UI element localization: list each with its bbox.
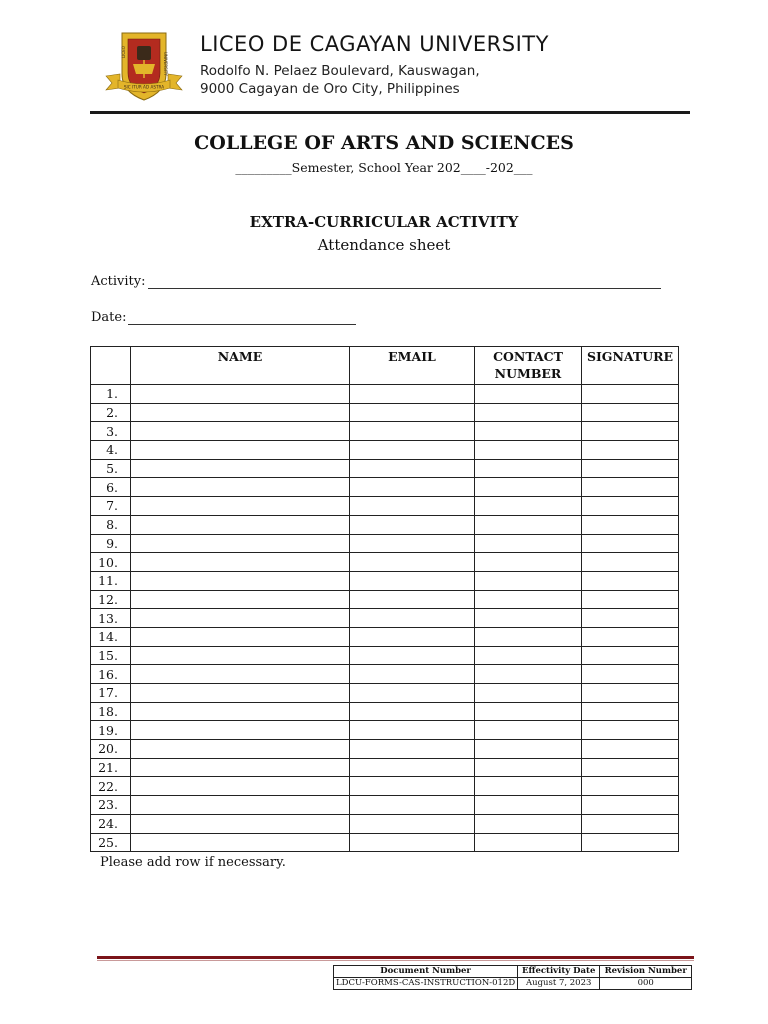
header-divider	[90, 111, 690, 114]
col-header-contact-number: CONTACT NUMBER	[475, 347, 582, 385]
table-row	[91, 646, 679, 665]
signature-cell[interactable]	[582, 777, 679, 796]
row-number: 8.	[91, 515, 131, 534]
row-number: 5.	[91, 459, 131, 478]
email-cell[interactable]	[350, 740, 475, 759]
contact-number-cell[interactable]	[475, 571, 582, 590]
footer-divider	[97, 956, 694, 959]
contact-number-cell[interactable]	[475, 646, 582, 665]
university-seal-logo	[104, 30, 184, 102]
contact-number-cell[interactable]	[475, 515, 582, 534]
svg-text:UNIVERSITY: UNIVERSITY	[163, 52, 168, 76]
email-cell[interactable]	[350, 515, 475, 534]
table-row	[91, 665, 679, 684]
table-row	[91, 385, 679, 404]
email-cell[interactable]	[350, 814, 475, 833]
signature-cell[interactable]	[582, 403, 679, 422]
name-cell[interactable]	[131, 814, 350, 833]
signature-cell[interactable]	[582, 497, 679, 516]
activity-blank-line[interactable]	[148, 288, 661, 289]
col-header-signature: SIGNATURE	[582, 347, 679, 385]
row-number: 13.	[91, 609, 131, 628]
name-cell[interactable]	[131, 833, 350, 852]
email-cell[interactable]	[350, 403, 475, 422]
col-header-email: EMAIL	[350, 347, 475, 385]
document-info-header-row	[334, 966, 692, 978]
signature-cell[interactable]	[582, 721, 679, 740]
table-row	[91, 627, 679, 646]
signature-cell[interactable]	[582, 553, 679, 572]
university-address-line2: 9000 Cagayan de Oro City, Philippines	[200, 81, 460, 97]
signature-cell[interactable]	[582, 571, 679, 590]
row-number: 10.	[91, 553, 131, 572]
signature-cell[interactable]	[582, 740, 679, 759]
name-cell[interactable]	[131, 758, 350, 777]
name-cell[interactable]	[131, 646, 350, 665]
revision-number-value: 000	[600, 978, 692, 990]
section-title: EXTRA-CURRICULAR ACTIVITY	[249, 213, 519, 231]
table-row	[91, 777, 679, 796]
table-row	[91, 441, 679, 460]
contact-number-cell[interactable]	[475, 609, 582, 628]
table-row	[91, 515, 679, 534]
table-row	[91, 796, 679, 815]
email-cell[interactable]	[350, 758, 475, 777]
signature-cell[interactable]	[582, 627, 679, 646]
name-cell[interactable]	[131, 665, 350, 684]
name-cell[interactable]	[131, 441, 350, 460]
row-number: 12.	[91, 590, 131, 609]
document-number-value: LDCU-FORMS-CAS-INSTRUCTION-012D	[334, 978, 518, 990]
activity-label: Activity:	[91, 274, 146, 289]
row-number: 19.	[91, 721, 131, 740]
name-cell[interactable]	[131, 497, 350, 516]
college-title: COLLEGE OF ARTS AND SCIENCES	[194, 132, 574, 154]
signature-cell[interactable]	[582, 665, 679, 684]
contact-number-cell[interactable]	[475, 814, 582, 833]
row-number: 1.	[91, 385, 131, 404]
col-header-name: NAME	[131, 347, 350, 385]
contact-number-cell[interactable]	[475, 740, 582, 759]
signature-cell[interactable]	[582, 534, 679, 553]
effectivity-date-header: Effectivity Date	[518, 966, 600, 978]
signature-cell[interactable]	[582, 459, 679, 478]
name-cell[interactable]	[131, 422, 350, 441]
row-number: 3.	[91, 422, 131, 441]
contact-number-cell[interactable]	[475, 684, 582, 703]
table-row	[91, 740, 679, 759]
email-cell[interactable]	[350, 833, 475, 852]
name-cell[interactable]	[131, 590, 350, 609]
table-row	[91, 758, 679, 777]
email-cell[interactable]	[350, 684, 475, 703]
contact-number-cell[interactable]	[475, 833, 582, 852]
contact-number-cell[interactable]	[475, 796, 582, 815]
contact-number-cell[interactable]	[475, 403, 582, 422]
email-cell[interactable]	[350, 590, 475, 609]
row-number: 24.	[91, 814, 131, 833]
section-subtitle: Attendance sheet	[317, 236, 451, 254]
email-cell[interactable]	[350, 646, 475, 665]
row-number: 20.	[91, 740, 131, 759]
email-cell[interactable]	[350, 627, 475, 646]
row-number: 11.	[91, 571, 131, 590]
signature-cell[interactable]	[582, 833, 679, 852]
table-row	[91, 721, 679, 740]
table-body	[91, 385, 679, 852]
document-info-table	[333, 965, 692, 990]
name-cell[interactable]	[131, 571, 350, 590]
signature-cell[interactable]	[582, 478, 679, 497]
semester-school-year-line: _________Semester, School Year 202____-202___	[235, 160, 533, 175]
name-cell[interactable]	[131, 702, 350, 721]
table-row	[91, 553, 679, 572]
table-row	[91, 478, 679, 497]
email-cell[interactable]	[350, 571, 475, 590]
date-label: Date:	[91, 310, 127, 325]
table-note: Please add row if necessary.	[100, 855, 286, 870]
name-cell[interactable]	[131, 403, 350, 422]
signature-cell[interactable]	[582, 758, 679, 777]
attendance-table	[90, 346, 679, 852]
document-number-header: Document Number	[334, 966, 518, 978]
name-cell[interactable]	[131, 553, 350, 572]
contact-number-cell[interactable]	[475, 497, 582, 516]
email-cell[interactable]	[350, 702, 475, 721]
revision-number-header: Revision Number	[600, 966, 692, 978]
email-cell[interactable]	[350, 422, 475, 441]
contact-number-cell[interactable]	[475, 441, 582, 460]
row-number: 23.	[91, 796, 131, 815]
university-address-line1: Rodolfo N. Pelaez Boulevard, Kauswagan,	[200, 63, 480, 79]
row-number: 14.	[91, 627, 131, 646]
contact-number-cell[interactable]	[475, 590, 582, 609]
signature-cell[interactable]	[582, 441, 679, 460]
contact-number-cell[interactable]	[475, 553, 582, 572]
signature-cell[interactable]	[582, 796, 679, 815]
table-row	[91, 590, 679, 609]
row-number: 21.	[91, 758, 131, 777]
table-row	[91, 403, 679, 422]
name-cell[interactable]	[131, 684, 350, 703]
email-cell[interactable]	[350, 609, 475, 628]
table-row	[91, 497, 679, 516]
email-cell[interactable]	[350, 497, 475, 516]
signature-cell[interactable]	[582, 684, 679, 703]
row-number: 17.	[91, 684, 131, 703]
email-cell[interactable]	[350, 721, 475, 740]
document-info-value-row	[334, 978, 692, 990]
date-blank-line[interactable]	[128, 324, 356, 325]
name-cell[interactable]	[131, 740, 350, 759]
email-cell[interactable]	[350, 665, 475, 684]
contact-number-cell[interactable]	[475, 422, 582, 441]
row-number: 2.	[91, 403, 131, 422]
footer-divider-thin	[97, 960, 694, 961]
row-number: 4.	[91, 441, 131, 460]
name-cell[interactable]	[131, 796, 350, 815]
contact-number-cell[interactable]	[475, 459, 582, 478]
row-number: 15.	[91, 646, 131, 665]
signature-cell[interactable]	[582, 609, 679, 628]
email-cell[interactable]	[350, 478, 475, 497]
name-cell[interactable]	[131, 721, 350, 740]
row-number: 9.	[91, 534, 131, 553]
table-row	[91, 534, 679, 553]
table-header-row	[91, 347, 679, 385]
signature-cell[interactable]	[582, 422, 679, 441]
signature-cell[interactable]	[582, 814, 679, 833]
table-row	[91, 459, 679, 478]
row-number: 22.	[91, 777, 131, 796]
signature-cell[interactable]	[582, 590, 679, 609]
email-cell[interactable]	[350, 534, 475, 553]
svg-text:SIC ITUR AD ASTRA: SIC ITUR AD ASTRA	[123, 84, 165, 90]
signature-cell[interactable]	[582, 646, 679, 665]
contact-number-cell[interactable]	[475, 758, 582, 777]
contact-number-cell[interactable]	[475, 478, 582, 497]
signature-cell[interactable]	[582, 515, 679, 534]
contact-number-cell[interactable]	[475, 777, 582, 796]
name-cell[interactable]	[131, 777, 350, 796]
col-header-number	[91, 347, 131, 385]
name-cell[interactable]	[131, 385, 350, 404]
table-row	[91, 609, 679, 628]
contact-number-cell[interactable]	[475, 721, 582, 740]
name-cell[interactable]	[131, 534, 350, 553]
table-row	[91, 702, 679, 721]
contact-number-cell[interactable]	[475, 534, 582, 553]
signature-cell[interactable]	[582, 702, 679, 721]
contact-number-cell[interactable]	[475, 702, 582, 721]
email-cell[interactable]	[350, 777, 475, 796]
row-number: 6.	[91, 478, 131, 497]
contact-number-cell[interactable]	[475, 665, 582, 684]
name-cell[interactable]	[131, 459, 350, 478]
email-cell[interactable]	[350, 441, 475, 460]
table-row	[91, 684, 679, 703]
email-cell[interactable]	[350, 459, 475, 478]
effectivity-date-value: August 7, 2023	[518, 978, 600, 990]
name-cell[interactable]	[131, 627, 350, 646]
name-cell[interactable]	[131, 515, 350, 534]
name-cell[interactable]	[131, 609, 350, 628]
email-cell[interactable]	[350, 796, 475, 815]
email-cell[interactable]	[350, 553, 475, 572]
email-cell[interactable]	[350, 385, 475, 404]
table-row	[91, 833, 679, 852]
svg-text:LICEO: LICEO	[121, 46, 126, 58]
name-cell[interactable]	[131, 478, 350, 497]
table-row	[91, 571, 679, 590]
contact-number-cell[interactable]	[475, 627, 582, 646]
row-number: 16.	[91, 665, 131, 684]
table-row	[91, 422, 679, 441]
row-number: 18.	[91, 702, 131, 721]
signature-cell[interactable]	[582, 385, 679, 404]
university-name: LICEO DE CAGAYAN UNIVERSITY	[200, 32, 549, 56]
table-row	[91, 814, 679, 833]
row-number: 25.	[91, 833, 131, 852]
row-number: 7.	[91, 497, 131, 516]
contact-number-cell[interactable]	[475, 385, 582, 404]
